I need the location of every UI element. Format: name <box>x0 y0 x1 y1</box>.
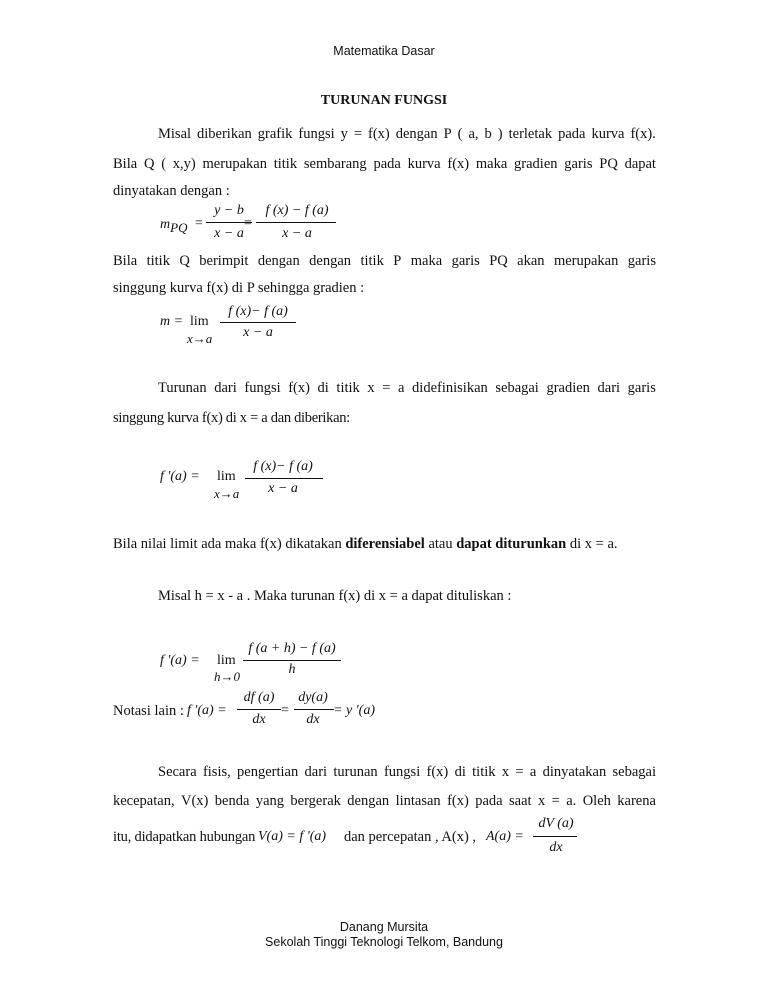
word: fungsi <box>383 764 421 780</box>
para6-line3-bar <box>533 836 577 837</box>
para5: Misal h = x - a . Maka turunan f(x) di x = a dapat dituliskan : <box>158 588 512 604</box>
word: gradien <box>514 156 558 172</box>
word: akan <box>517 253 545 269</box>
word: titik <box>336 380 360 396</box>
word: pengertian <box>237 764 299 780</box>
word: Oleh <box>582 793 611 809</box>
word: PQ <box>489 253 508 269</box>
eq1-equals: = <box>195 216 203 231</box>
word: pada <box>475 793 503 809</box>
eq1-m: m <box>160 217 171 232</box>
eq5-den2: dx <box>306 712 320 727</box>
word: b <box>484 126 492 142</box>
word: turunan <box>333 764 378 780</box>
para6-line2 <box>113 793 656 810</box>
eq5-equals: = <box>281 703 289 718</box>
word: pada <box>558 126 586 142</box>
para6-line3-eq: V(a) = f '(a) <box>258 829 327 844</box>
word: dari <box>597 380 621 396</box>
word: dengan <box>347 793 390 809</box>
word: sebagai <box>612 764 656 780</box>
word: f(x). <box>630 126 656 142</box>
eq3-den: x − a <box>268 481 298 496</box>
para6-line1 <box>158 764 656 781</box>
word: dari <box>304 764 328 780</box>
eq1-lhs <box>160 217 187 236</box>
para4-term-diferensiabel: diferensiabel <box>345 536 425 552</box>
word: kurva <box>591 126 625 142</box>
word: f(x) <box>288 380 310 396</box>
eq3-lhs: f '(a) = <box>160 469 200 484</box>
eq5-label: Notasi lain : <box>113 703 184 719</box>
word: = <box>382 380 391 396</box>
word: didefinisikan <box>412 380 488 396</box>
word: ( <box>161 156 167 172</box>
word: fisis, <box>202 764 231 780</box>
word: fungsi <box>244 380 281 396</box>
word: titik <box>360 253 384 269</box>
eq3-bar <box>245 478 323 479</box>
footer-institution: Sekolah Tinggi Teknologi Telkom, Bandung <box>265 935 503 949</box>
word: P <box>443 126 452 142</box>
word: benda <box>214 793 250 809</box>
word: Misal <box>158 126 192 142</box>
eq4-lhs: f '(a) = <box>160 653 200 668</box>
eq4-num: f (a + h) − f (a) <box>248 641 336 656</box>
para1-line1 <box>158 126 656 143</box>
para6-line3-pre: itu, didapatkan hubungan <box>113 829 256 845</box>
eq5-lhs: f '(a) = <box>187 703 227 718</box>
word: f(x) <box>368 126 390 142</box>
eq5-bar2 <box>294 709 334 710</box>
para6-line3-num: dV (a) <box>538 816 574 831</box>
word: = <box>515 764 524 780</box>
page-header: Matematika Dasar <box>333 44 435 58</box>
word: Bila <box>113 156 138 172</box>
eq4-den: h <box>288 662 296 677</box>
eq3-num: f (x)− f (a) <box>253 459 313 474</box>
word: pada <box>373 156 401 172</box>
word: maka <box>475 156 508 172</box>
word: a. <box>566 793 577 809</box>
word: a, <box>468 126 479 142</box>
word: x,y) <box>172 156 196 172</box>
para2-line1 <box>113 253 656 270</box>
word: ( <box>457 126 463 142</box>
word: di <box>454 764 466 780</box>
word: y <box>340 126 348 142</box>
word: saat <box>509 793 532 809</box>
eq2-under: x→a <box>187 331 213 346</box>
word: titik <box>273 156 298 172</box>
eq5-den1: dx <box>252 712 266 727</box>
word: Turunan <box>158 380 207 396</box>
eq5-num1: df (a) <box>243 690 275 705</box>
eq3-under: x→a <box>214 486 240 501</box>
para6-line3-den: dx <box>549 840 563 855</box>
para3-line1 <box>158 380 656 397</box>
word: a <box>398 380 405 396</box>
word: = <box>353 126 363 142</box>
word: grafik <box>257 126 293 142</box>
eq2-lhs: m = <box>160 314 184 329</box>
word: titik <box>146 253 170 269</box>
para1-line2 <box>113 156 656 173</box>
word: x <box>367 380 375 396</box>
para6-line3-mid: dan percepatan , A(x) , <box>344 829 477 845</box>
word: garis <box>451 253 480 269</box>
word: f(x) <box>447 793 469 809</box>
word: fungsi <box>298 126 335 142</box>
word: ) <box>497 126 503 142</box>
para4-pre: Bila nilai limit ada maka f(x) dikatakan <box>113 536 346 552</box>
word: terletak <box>508 126 553 142</box>
eq5-num2: dy(a) <box>298 690 328 705</box>
word: Secara <box>158 764 197 780</box>
eq4-bar <box>243 660 341 661</box>
eq1-equals2: = <box>244 216 252 231</box>
eq2-bar <box>220 322 296 323</box>
para4 <box>113 536 618 553</box>
word: f(x) <box>426 764 449 780</box>
para1-line3: dinyatakan dengan : <box>113 183 230 199</box>
word: garis <box>627 253 656 269</box>
word: di <box>317 380 329 396</box>
word: titik <box>472 764 496 780</box>
word: maka <box>410 253 443 269</box>
word: P <box>393 253 402 269</box>
word: x <box>537 793 546 809</box>
word: Q <box>143 156 155 172</box>
word: bergerak <box>290 793 341 809</box>
word: = <box>551 793 560 809</box>
eq2-den: x − a <box>243 325 273 340</box>
eq1-den2: x − a <box>282 226 312 241</box>
eq1-bar2 <box>256 222 336 223</box>
eq5-rhs: = y '(a) <box>333 703 375 718</box>
word: garis <box>627 380 656 396</box>
para2-line2: singgung kurva f(x) di P sehingga gradien : <box>113 280 365 296</box>
footer-author: Danang Mursita <box>339 920 429 934</box>
para4-term-dapat-diturunkan: dapat diturunkan <box>456 536 567 552</box>
word: f(x) <box>447 156 470 172</box>
para4-mid: atau <box>424 536 457 552</box>
para3-line2: singgung kurva f(x) di x = a dan diberikan: <box>113 410 350 426</box>
word: dari <box>214 380 237 396</box>
word: x <box>501 764 510 780</box>
word: karena <box>617 793 656 809</box>
word: Bila <box>113 253 138 269</box>
word: kurva <box>407 156 441 172</box>
word: a <box>529 764 537 780</box>
word: dengan <box>395 126 438 142</box>
eq1-num2: f (x) − f (a) <box>265 203 329 218</box>
eq2-lim: lim <box>190 314 209 329</box>
para4-post: di x = a. <box>566 536 618 552</box>
word: gradien <box>546 380 590 396</box>
eq5-bar1 <box>237 709 281 710</box>
word: yang <box>255 793 285 809</box>
para6-line3-lhs: A(a) = <box>486 829 524 844</box>
eq3-lim: lim <box>217 469 236 484</box>
word: V(x) <box>181 793 209 809</box>
word: Q <box>179 253 190 269</box>
word: kecepatan, <box>113 793 175 809</box>
word: sembarang <box>303 156 367 172</box>
eq1-den1: x − a <box>214 226 244 241</box>
eq1-sub: PQ <box>170 219 188 235</box>
word: sebagai <box>495 380 539 396</box>
word: dinyatakan <box>542 764 607 780</box>
word: diberikan <box>197 126 252 142</box>
eq4-under: h→0 <box>214 669 240 684</box>
eq1-num1: y − b <box>214 203 244 218</box>
word: berimpit <box>199 253 249 269</box>
word: merupakan <box>553 253 619 269</box>
word: PQ <box>599 156 618 172</box>
word: dengan <box>257 253 300 269</box>
eq2-num: f (x)− f (a) <box>228 304 288 319</box>
eq4-lim: lim <box>217 653 236 668</box>
word: lintasan <box>395 793 441 809</box>
word: dapat <box>624 156 656 172</box>
word: dengan <box>309 253 352 269</box>
word: merupakan <box>202 156 267 172</box>
section-title: TURUNAN FUNGSI <box>320 93 448 108</box>
word: garis <box>564 156 593 172</box>
